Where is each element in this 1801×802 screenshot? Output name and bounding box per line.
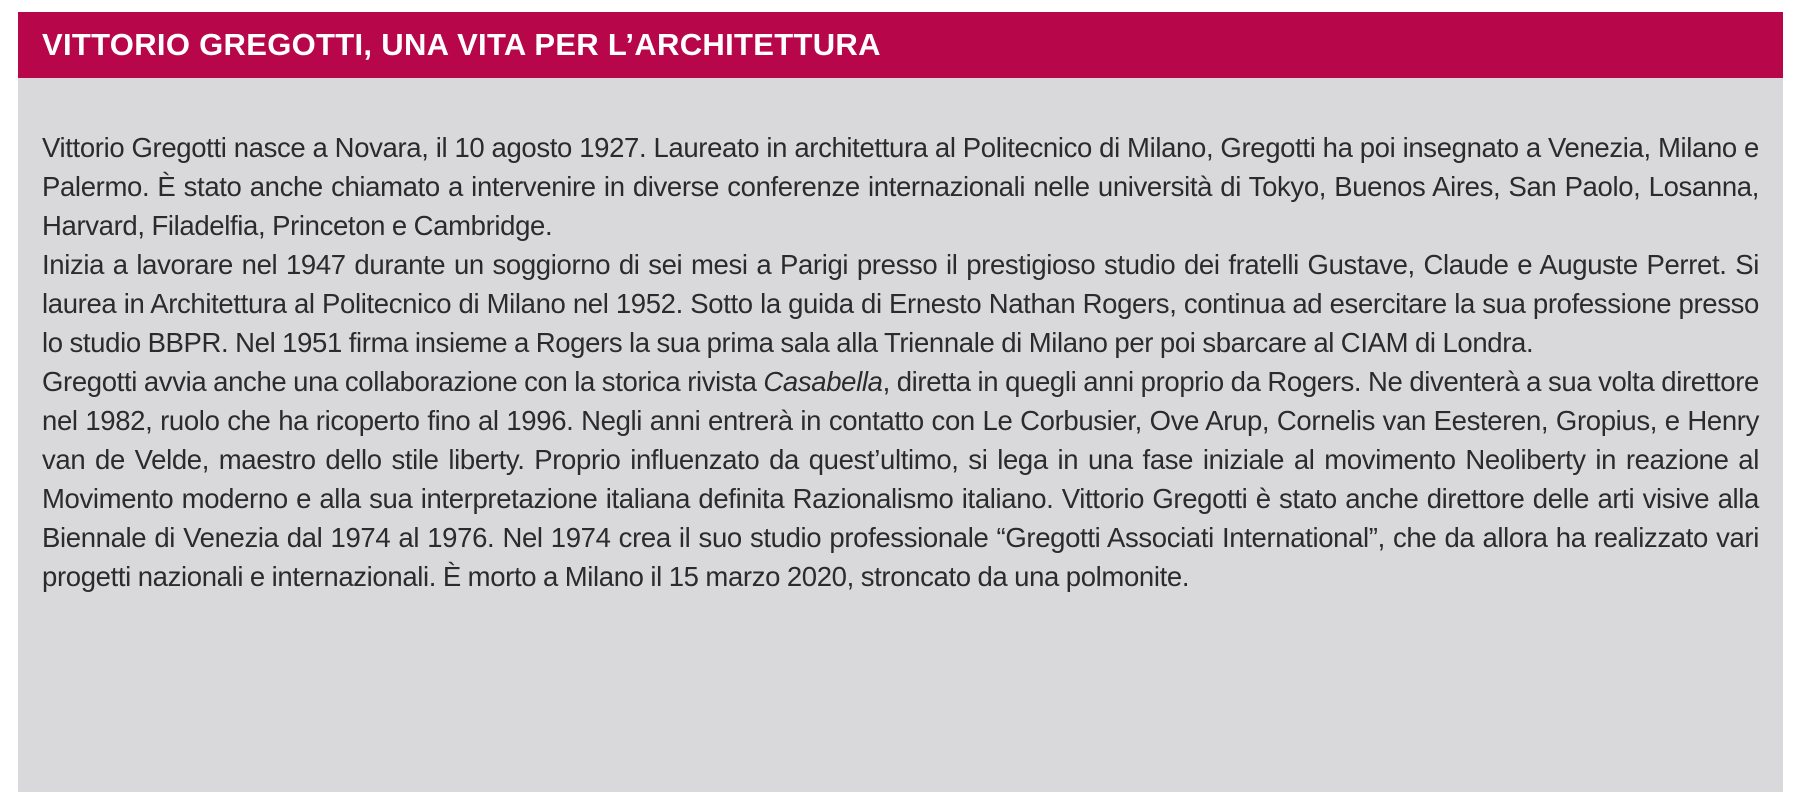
box-title: VITTORIO GREGOTTI, UNA VITA PER L’ARCHITETTURA bbox=[42, 27, 881, 62]
paragraph-casabella bbox=[42, 362, 1759, 596]
paragraph-casabella-start: Gregotti avvia anche una collaborazione con la storica rivista bbox=[42, 366, 764, 397]
paragraph-early-life: Vittorio Gregotti nasce a Novara, il 10 agosto 1927. Laureato in architettura al Politecnico di Milano, Gregotti ha poi insegnato a Venezia, Milano e Palermo. È stato anche chiamato a intervenire in diverse conferenze internazionali nelle università di Tokyo, Buenos Aires, San Paolo, Losanna, Harvard, Filadelfia, Princeton e Cambridge. bbox=[42, 132, 1759, 241]
biography-box bbox=[18, 12, 1783, 792]
paragraph-career-start: Inizia a lavorare nel 1947 durante un soggiorno di sei mesi a Parigi presso il prestigioso studio dei fratelli Gustave, Claude e Auguste Perret. Si laurea in Architettura al Politecnico di Milano nel 1952. Sotto la guida di Ernesto Nathan Rogers, continua ad esercitare la sua professione presso lo studio BBPR. Nel 1951 firma insieme a Rogers la sua prima sala alla Triennale di Milano per poi sbarcare al CIAM di Londra. bbox=[42, 249, 1759, 358]
box-header bbox=[18, 12, 1783, 78]
box-body bbox=[18, 78, 1783, 596]
paragraph-casabella-rest: , diretta in quegli anni proprio da Rogers. Ne diventerà a sua volta direttore nel 1982, ruolo che ha ricoperto fino al 1996. Negli anni entrerà in contatto con Le Corbusier, Ove Arup, Cornelis van Eesteren, Gropius, e Henry van de Velde, maestro dello stile liberty. Proprio influenzato da quest’ultimo, si lega in una fase iniziale al movimento Neoliberty in reazione al Movimento moderno e alla sua interpretazione italiana definita Razionalismo italiano. Vittorio Gregotti è stato anche direttore delle arti visive alla Biennale di Venezia dal 1974 al 1976. Nel 1974 crea il suo studio professionale “Gregotti Associati International”, che da allora ha realizzato vari progetti nazionali e internazionali. È morto a Milano il 15 marzo 2020, stroncato da una polmonite. bbox=[42, 366, 1759, 592]
magazine-name: Casabella bbox=[763, 366, 883, 397]
